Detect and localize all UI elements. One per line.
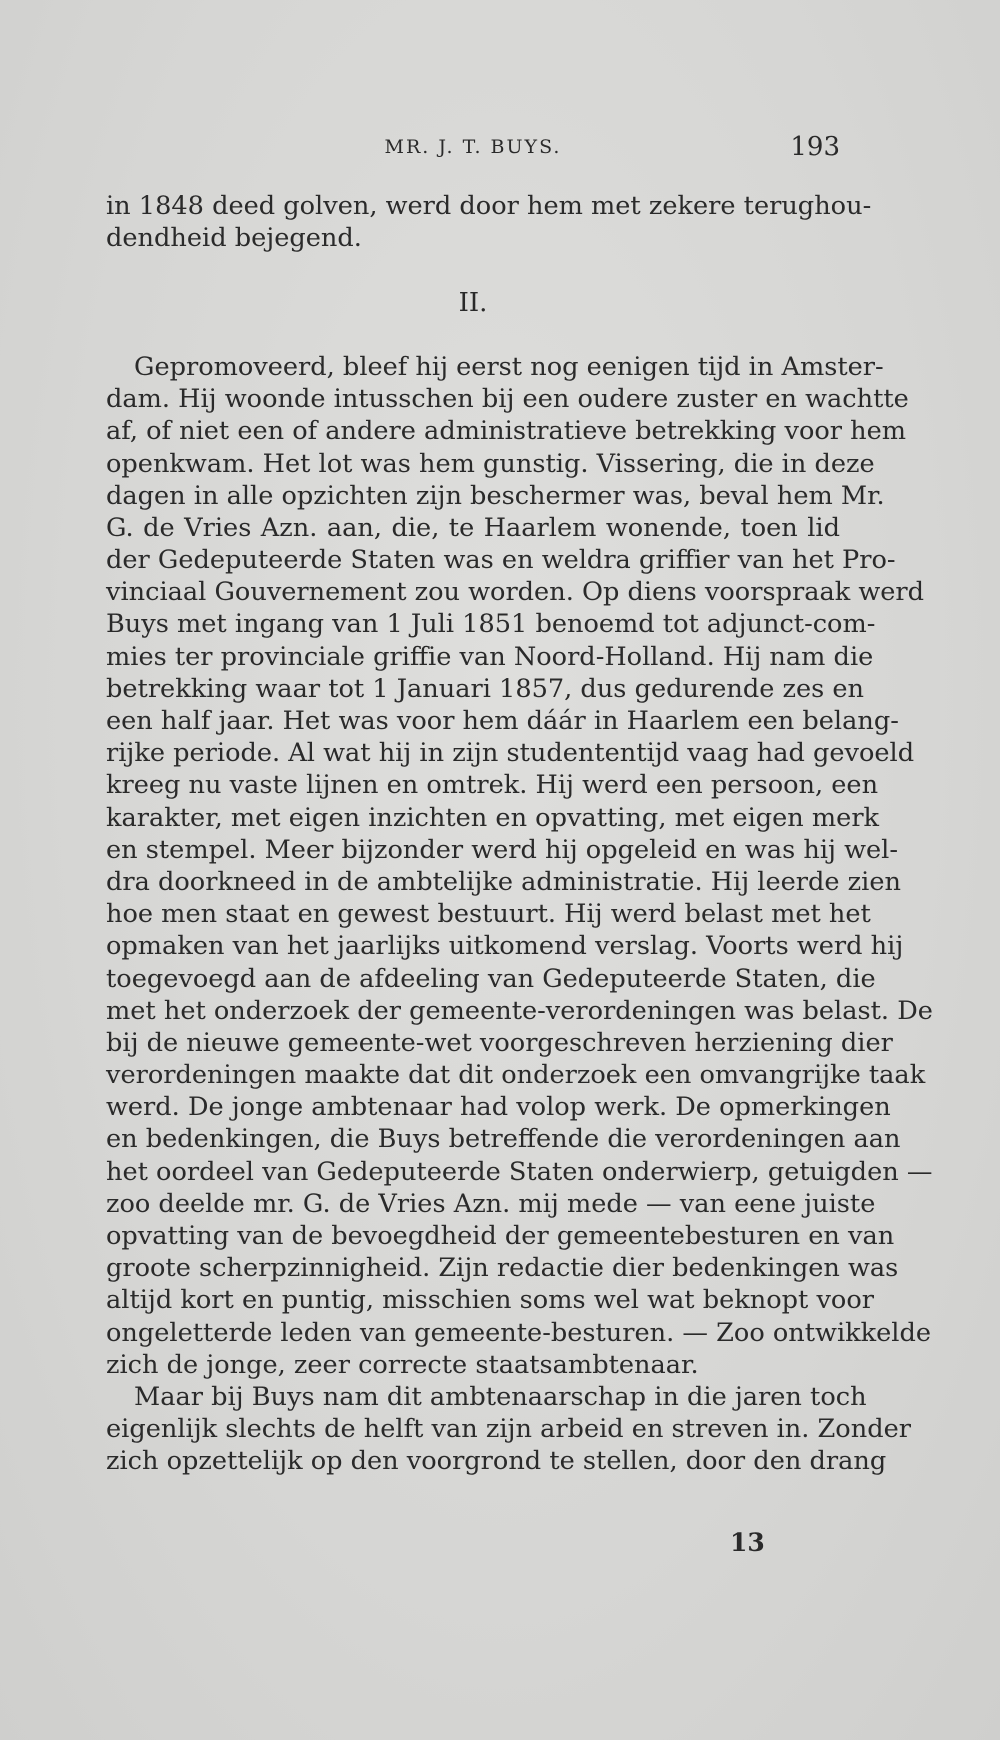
text-line: met het onderzoek der gemeente-verordeningen was belast. De <box>106 995 933 1026</box>
signature-mark: 13 <box>730 1528 765 1557</box>
text-line: bij de nieuwe gemeente-wet voorgeschreven herziening dier <box>106 1027 893 1058</box>
text-line: dra doorkneed in de ambtelijke administratie. Hij leerde zien <box>106 866 901 897</box>
running-head: MR. J. T. BUYS. <box>384 136 562 158</box>
text-line: dendheid bejegend. <box>106 223 362 254</box>
text-line: Gepromoveerd, bleef hij eerst nog eenigen tijd in Amster- <box>134 351 884 382</box>
text-line: ongeletterde leden van gemeente-besturen. — Zoo ontwikkelde <box>106 1317 932 1348</box>
text-line: kreeg nu vaste lijnen en omtrek. Hij werd een persoon, een <box>106 770 879 801</box>
text-line: en stempel. Meer bijzonder werd hij opgeleid en was hij wel- <box>106 834 898 865</box>
text-line: werd. De jonge ambtenaar had volop werk. De opmerkingen <box>106 1092 891 1123</box>
page-header <box>106 132 840 162</box>
text-line: in 1848 deed golven, werd door hem met zekere terughou- <box>106 191 872 221</box>
section-heading: II. <box>458 287 488 318</box>
text-line: toegevoegd aan de afdeeling van Gedeputeerde Staten, die <box>106 963 876 994</box>
text-line: opvatting van de bevoegdheid der gemeentebesturen en van <box>106 1221 895 1251</box>
text-line: verordeningen maakte dat dit onderzoek een omvangrijke taak <box>106 1060 926 1091</box>
text-line: zich opzettelijk op den voorgrond te stellen, door den drang <box>106 1446 887 1477</box>
text-line: altijd kort en puntig, misschien soms wel wat beknopt voor <box>106 1285 874 1316</box>
text-line: openkwam. Het lot was hem gunstig. Vissering, die in deze <box>106 448 875 479</box>
text-line: dam. Hij woonde intusschen bij een oudere zuster en wachtte <box>106 384 909 415</box>
text-line: zich de jonge, zeer correcte staatsambtenaar. <box>106 1349 699 1380</box>
text-line: een half jaar. Het was voor hem dáár in Haarlem een belang- <box>106 706 899 736</box>
spacer <box>106 254 840 286</box>
page-number: 193 <box>790 132 840 162</box>
text-line: eigenlijk slechts de helft van zijn arbeid en streven in. Zonder <box>106 1414 911 1445</box>
text-line: mies ter provinciale griffie van Noord-Holland. Hij nam die <box>106 641 874 672</box>
text-line: vinciaal Gouvernement zou worden. Op diens voorspraak werd <box>106 577 925 608</box>
text-line: betrekking waar tot 1 Januari 1857, dus gedurende zes en <box>106 673 865 704</box>
text-line: rijke periode. Al wat hij in zijn studententijd vaag had gevoeld <box>106 738 915 769</box>
text-line: en bedenkingen, die Buys betreffende die verordeningen aan <box>106 1124 901 1155</box>
text-line: der Gedeputeerde Staten was en weldra griffier van het Pro- <box>106 545 896 576</box>
text-line: hoe men staat en gewest bestuurt. Hij werd belast met het <box>106 899 871 930</box>
text-line: af, of niet een of andere administratieve betrekking voor hem <box>106 416 907 447</box>
text-line: Buys met ingang van 1 Juli 1851 benoemd tot adjunct-com- <box>106 609 876 640</box>
text-line: groote scherpzinnigheid. Zijn redactie dier bedenkingen was <box>106 1253 899 1284</box>
text-line: karakter, met eigen inzichten en opvatting, met eigen merk <box>106 802 880 833</box>
body-text <box>106 190 933 1478</box>
text-line: Maar bij Buys nam dit ambtenaarschap in die jaren toch <box>134 1381 867 1412</box>
text-line: zoo deelde mr. G. de Vries Azn. mij mede — van eene juiste <box>106 1188 876 1219</box>
text-line: opmaken van het jaarlijks uitkomend verslag. Voorts werd hij <box>106 931 904 962</box>
text-line: het oordeel van Gedeputeerde Staten onderwierp, getuigden — <box>106 1156 933 1187</box>
spacer <box>106 319 840 351</box>
text-line: G. de Vries Azn. aan, die, te Haarlem wonende, toen lid <box>106 512 840 543</box>
text-line: dagen in alle opzichten zijn beschermer was, beval hem Mr. <box>106 480 885 511</box>
